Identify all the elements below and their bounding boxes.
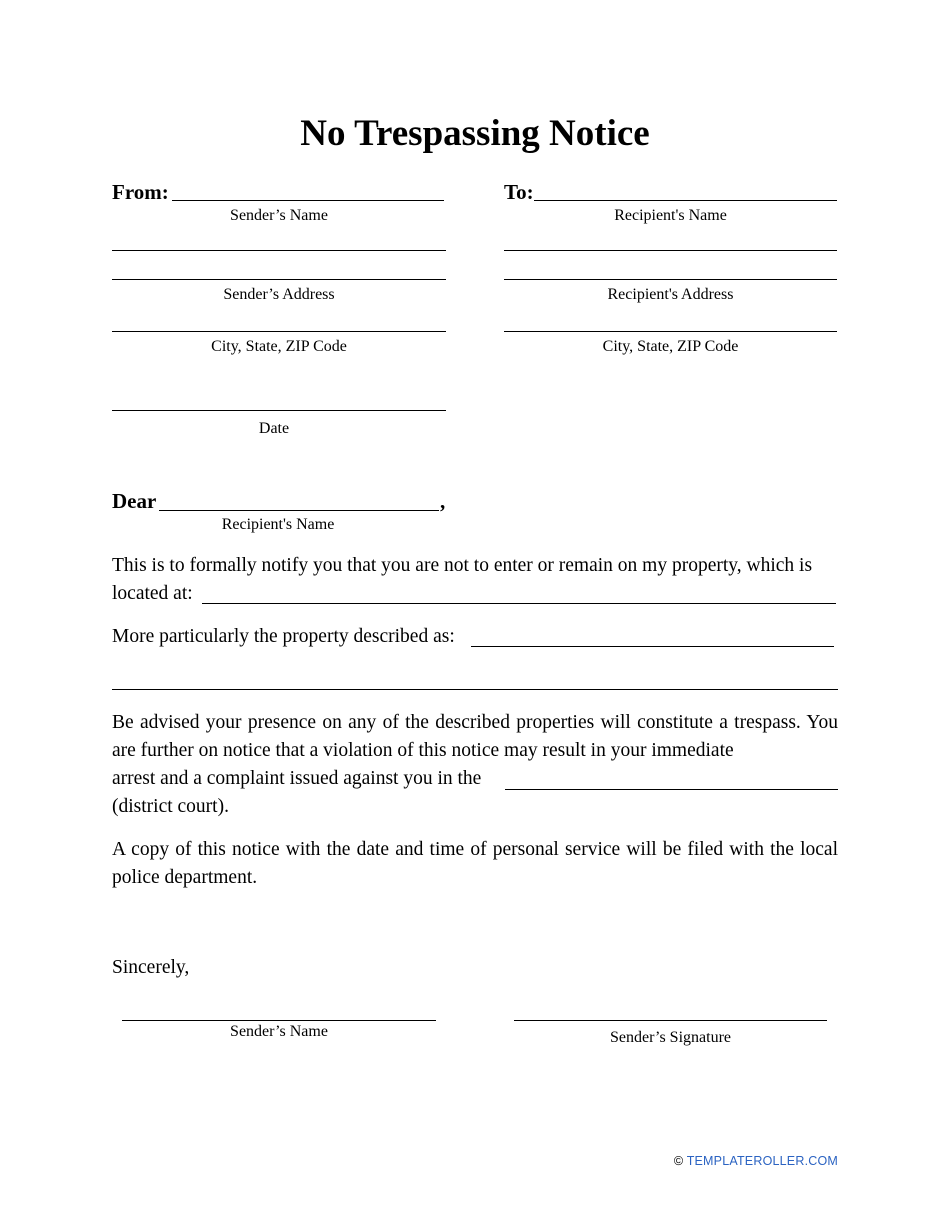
district-court-field[interactable] [505,789,838,790]
dear-comma: , [440,489,446,513]
from-label: From: [112,180,169,204]
footer-credit [674,1154,838,1168]
property-description-line-2[interactable] [112,689,838,690]
paragraph-1-located-label: located at: [112,583,193,604]
sincerely-text: Sincerely, [112,957,190,978]
closing-sender-name-field[interactable] [122,1020,436,1021]
sender-address-caption: Sender’s Address [223,286,335,303]
paragraph-3-lead: Be advised your presence on any of the described properties will constitute a trespass. You are further on notice that a violation of this notice may result in your immediate [112,712,838,761]
recipient-city-state-zip-caption: City, State, ZIP Code [602,338,739,355]
sender-city-state-zip-caption: City, State, ZIP Code [211,338,347,355]
sender-name-field[interactable] [172,200,444,201]
paragraph-2-label: More particularly the property described as: [112,626,455,647]
templateroller-link[interactable]: TEMPLATEROLLER.COM [686,1154,838,1168]
paragraph-3-tail: (district court). [112,796,229,817]
sender-name-caption: Sender’s Name [230,207,328,224]
dear-label: Dear [112,489,157,513]
recipient-name-field[interactable] [534,200,837,201]
paragraph-1-lead: This is to formally notify you that you are not to enter or remain on my property, which is [112,555,813,576]
dear-recipient-field[interactable] [159,510,439,511]
sender-signature-field[interactable] [514,1020,827,1021]
sender-address-line-2[interactable] [112,279,446,280]
date-field[interactable] [112,410,446,411]
recipient-address-line-1[interactable] [504,250,837,251]
recipient-name-caption: Recipient's Name [614,207,727,224]
property-location-field[interactable] [202,603,836,604]
recipient-city-state-zip-field[interactable] [504,331,837,332]
paragraph-4: A copy of this notice with the date and time of personal service will be filed with the local police department. [112,839,838,888]
date-caption: Date [258,420,290,437]
property-description-field[interactable] [471,646,834,647]
dear-recipient-caption: Recipient's Name [221,516,335,533]
to-label: To: [504,180,534,204]
copyright-symbol: © [673,1154,684,1168]
page-title: No Trespassing Notice [300,113,650,154]
paragraph-3-arrest: arrest and a complaint issued against you in the [112,768,482,789]
recipient-address-caption: Recipient's Address [607,286,734,303]
sender-signature-caption: Sender’s Signature [609,1029,731,1046]
sender-address-line-1[interactable] [112,250,446,251]
sender-city-state-zip-field[interactable] [112,331,446,332]
recipient-address-line-2[interactable] [504,279,837,280]
closing-sender-name-caption: Sender’s Name [230,1023,328,1040]
